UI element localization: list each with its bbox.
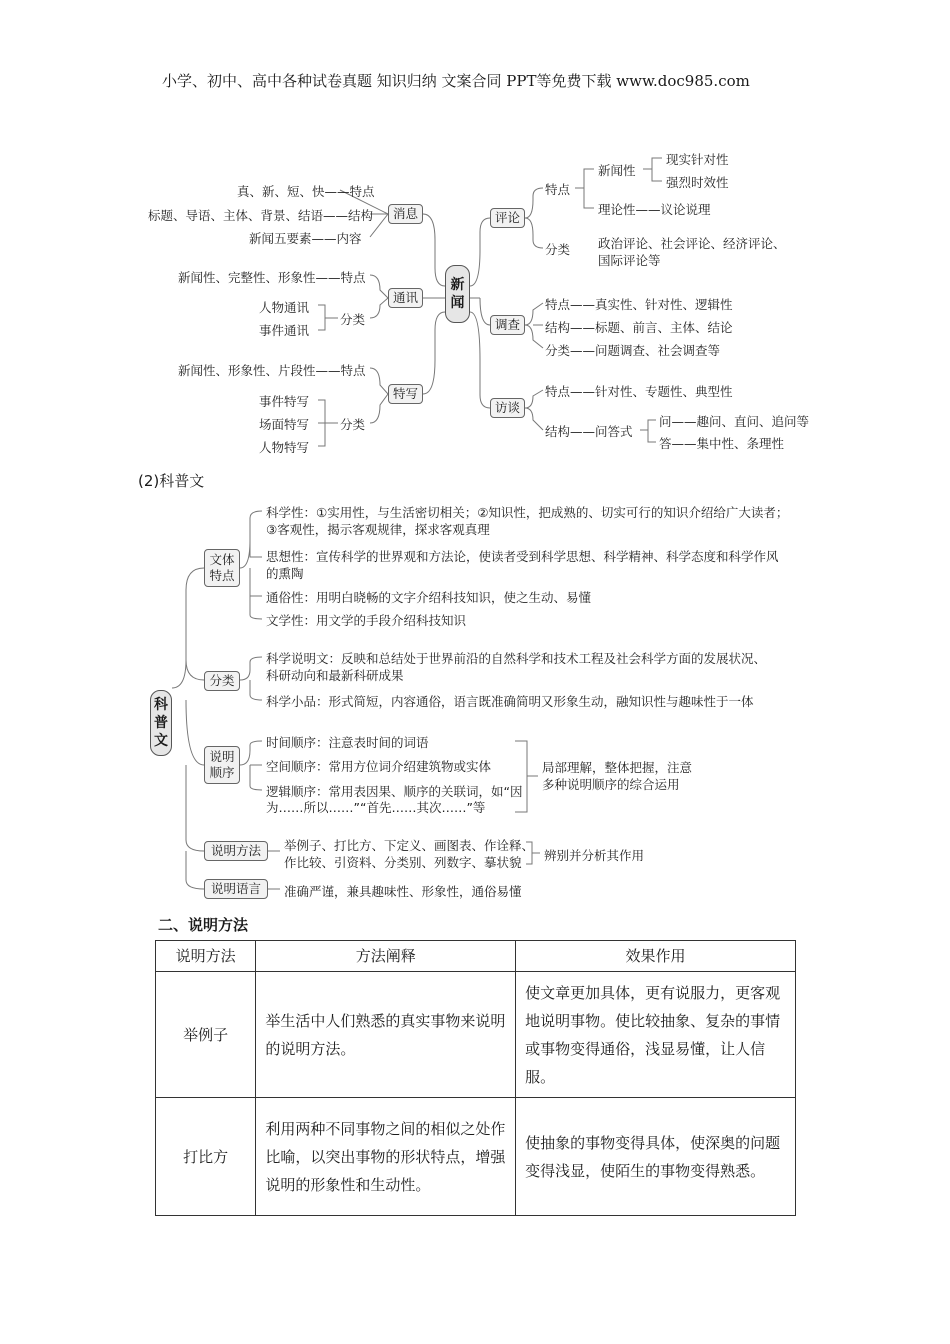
- xiaoxi-node: 消息: [388, 204, 423, 224]
- fangfa-line: 举例子、打比方、下定义、画图表、作诠释、: [284, 838, 535, 853]
- method-explain: 举生活中人们熟悉的真实事物来说明的说明方法。: [256, 972, 516, 1098]
- fangtan-jiegou: 结构——问答式: [545, 424, 633, 439]
- wenti-node: [204, 549, 240, 587]
- shunxu-note: 多种说明顺序的综合运用: [542, 777, 680, 792]
- fangfa-note: 辨别并分析其作用: [544, 848, 645, 863]
- shunxu-note: 局部理解，整体把握，注意: [542, 760, 693, 775]
- wenti-label: 文体特点: [209, 552, 235, 583]
- fenlei-node: 分类: [204, 671, 240, 691]
- tongxun-feature: 新闻性、完整性、形象性——特点: [178, 270, 366, 285]
- tongxun-type: 人物通讯: [259, 300, 310, 315]
- wenti-item: 思想性：宣传科学的世界观和方法论，使读者受到科学思想、科学精神、科学态度和科学作风: [266, 549, 779, 564]
- wenti-item: ③客观性，揭示客观规律，探求客观真理: [266, 522, 490, 537]
- pinglun-node: 评论: [490, 208, 525, 228]
- fenlei-item: 科学小品：形式简短，内容通俗，语言既准确简明又形象生动，融知识性与趣味性于一体: [266, 694, 754, 709]
- table-header-row: [156, 941, 796, 972]
- pinglun-fenlei-text: 政治评论、社会评论、经济评论、: [598, 236, 786, 251]
- texie-type: 事件特写: [259, 394, 310, 409]
- methods-table: [155, 940, 796, 1216]
- fangtan-tedian: 特点——针对性、专题性、典型性: [545, 384, 733, 399]
- pinglun-sub: 现实针对性: [666, 152, 729, 167]
- section-kepu-title: (2)科普文: [138, 472, 205, 490]
- fangtan-wen: 问——趣问、直问、追问等: [659, 414, 810, 429]
- method-explain: 利用两种不同事物之间的相似之处作比喻，以突出事物的形状特点，增强说明的形象性和生动性。: [256, 1098, 516, 1216]
- fangfa-node: 说明方法: [204, 841, 268, 861]
- texie-type-label: 分类: [340, 417, 366, 432]
- table-header: 说明方法: [156, 941, 256, 972]
- wenti-item: 通俗性：用明白晓畅的文字介绍科技知识，使之生动、易懂: [266, 590, 592, 605]
- wenti-item: 文学性：用文学的手段介绍科技知识: [266, 613, 467, 628]
- page-header: 小学、初中、高中各种试卷真题 知识归纳 文案合同 PPT等免费下载 www.doc985.com: [162, 72, 750, 90]
- kepu-root-label: 科普文: [154, 697, 168, 749]
- fangfa-line: 作比较、引资料、分类别、列数字、摹状貌: [284, 855, 522, 870]
- fenlei-item: 科学说明文：反映和总结处于世界前沿的自然科学和技术工程及社会科学方面的发展状况、: [266, 651, 767, 666]
- table-row: [156, 1098, 796, 1216]
- table-header: 方法阐释: [256, 941, 516, 972]
- shunxu-item: 逻辑顺序：常用表因果、顺序的关联词，如“因: [266, 784, 523, 799]
- method-effect: 使文章更加具体，更有说服力，更客观地说明事物。使比较抽象、复杂的事情或事物变得通俗，浅显易懂，让人信服。: [516, 972, 796, 1098]
- texie-type: 场面特写: [259, 417, 310, 432]
- fenlei-item: 科研动向和最新科研成果: [266, 668, 404, 683]
- tongxun-type: 事件通讯: [259, 323, 310, 338]
- pinglun-lilunxing: 理论性——议论说理: [598, 202, 711, 217]
- method-name: 打比方: [156, 1098, 256, 1216]
- shunxu-item: 空间顺序：常用方位词介绍建筑物或实体: [266, 759, 492, 774]
- tongxun-node: 通讯: [388, 288, 423, 308]
- texie-type: 人物特写: [259, 440, 310, 455]
- method-effect: 使抽象的事物变得具体，使深奥的问题变得浅显，使陌生的事物变得熟悉。: [516, 1098, 796, 1216]
- xiaoxi-item: 标题、导语、主体、背景、结语——结构: [148, 208, 374, 223]
- diaocha-node: 调查: [490, 315, 525, 335]
- shunxu-label: 说明顺序: [209, 749, 235, 780]
- method-name: 举例子: [156, 972, 256, 1098]
- shunxu-node: [204, 746, 240, 784]
- texie-feature: 新闻性、形象性、片段性——特点: [178, 363, 366, 378]
- pinglun-fenlei: 分类: [545, 242, 571, 257]
- section-methods-title: 二、说明方法: [158, 916, 249, 934]
- pinglun-xinwenxing: 新闻性: [598, 163, 636, 178]
- xiaoxi-item: 真、新、短、快——特点: [237, 184, 375, 199]
- diaocha-item: 结构——标题、前言、主体、结论: [545, 320, 733, 335]
- yuyan-text: 准确严谨，兼具趣味性、形象性，通俗易懂: [284, 884, 522, 899]
- yuyan-node: 说明语言: [204, 879, 268, 899]
- wenti-item: 的熏陶: [266, 566, 304, 581]
- wenti-item: 科学性：①实用性，与生活密切相关；②知识性，把成熟的、切实可行的知识介绍给广大读者；: [266, 505, 789, 520]
- fangtan-node: 访谈: [490, 398, 525, 418]
- table-row: [156, 972, 796, 1098]
- table-header: 效果作用: [516, 941, 796, 972]
- fangtan-da: 答——集中性、条理性: [659, 436, 785, 451]
- diaocha-item: 分类——问题调查、社会调查等: [545, 343, 721, 358]
- shunxu-item: 为……所以……”“首先……其次……”等: [266, 800, 486, 815]
- tongxun-type-label: 分类: [340, 312, 366, 327]
- kepu-root-node: [150, 690, 172, 756]
- xiaoxi-item: 新闻五要素——内容: [249, 231, 362, 246]
- news-root-label: 新闻: [450, 277, 465, 311]
- texie-node: 特写: [388, 384, 423, 404]
- pinglun-sub: 强烈时效性: [666, 175, 729, 190]
- pinglun-fenlei-text: 国际评论等: [598, 253, 661, 268]
- shunxu-item: 时间顺序：注意表时间的词语: [266, 735, 429, 750]
- diaocha-item: 特点——真实性、针对性、逻辑性: [545, 297, 733, 312]
- pinglun-tedian: 特点: [545, 182, 571, 197]
